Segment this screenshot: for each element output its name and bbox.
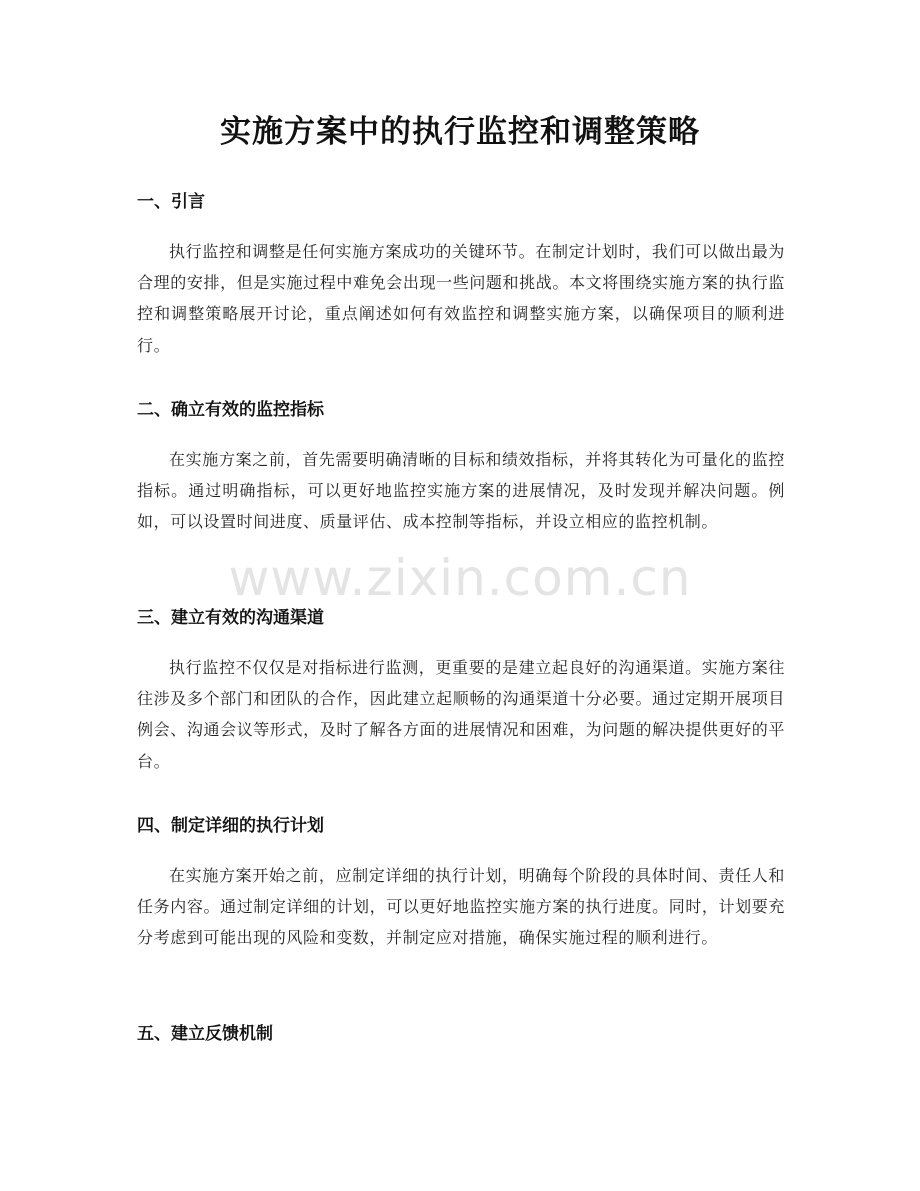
section-heading-communication-channels: 三、建立有效的沟通渠道 bbox=[137, 608, 324, 628]
document-title: 实施方案中的执行监控和调整策略 bbox=[220, 114, 700, 150]
section-paragraph-communication-channels: 执行监控不仅仅是对指标进行监测，更重要的是建立起良好的沟通渠道。实施方案往往涉及多个部门和团队的合作，因此建立起顺畅的沟通渠道十分必要。通过定期开展项目例会、沟通会议等形式，及时了解各方面的进展情况和困难，为问题的解决提供更好的平台。 bbox=[137, 658, 785, 771]
section-paragraph-execution-plan: 在实施方案开始之前，应制定详细的执行计划，明确每个阶段的具体时间、责任人和任务内容。通过制定详细的计划，可以更好地监控实施方案的执行进度。同时，计划要充分考虑到可能出现的风险和变数，并制定应对措施，确保实施过程的顺利进行。 bbox=[137, 866, 785, 948]
section-heading-execution-plan: 四、制定详细的执行计划 bbox=[137, 816, 324, 836]
section-paragraph-monitoring-indicators: 在实施方案之前，首先需要明确清晰的目标和绩效指标，并将其转化为可量化的监控指标。通过明确指标，可以更好地监控实施方案的进展情况，及时发现并解决问题。例如，可以设置时间进度、质量评估、成本控制等指标，并设立相应的监控机制。 bbox=[137, 450, 785, 532]
section-paragraph-introduction: 执行监控和调整是任何实施方案成功的关键环节。在制定计划时，我们可以做出最为合理的安排，但是实施过程中难免会出现一些问题和挑战。本文将围绕实施方案的执行监控和调整策略展开讨论，重点阐述如何有效监控和调整实施方案，以确保项目的顺利进行。 bbox=[137, 242, 785, 355]
section-heading-monitoring-indicators: 二、确立有效的监控指标 bbox=[137, 400, 324, 420]
section-heading-feedback-mechanism: 五、建立反馈机制 bbox=[137, 1024, 273, 1044]
section-heading-introduction: 一、引言 bbox=[137, 192, 205, 212]
watermark: www.zixin.com.cn bbox=[228, 549, 692, 607]
